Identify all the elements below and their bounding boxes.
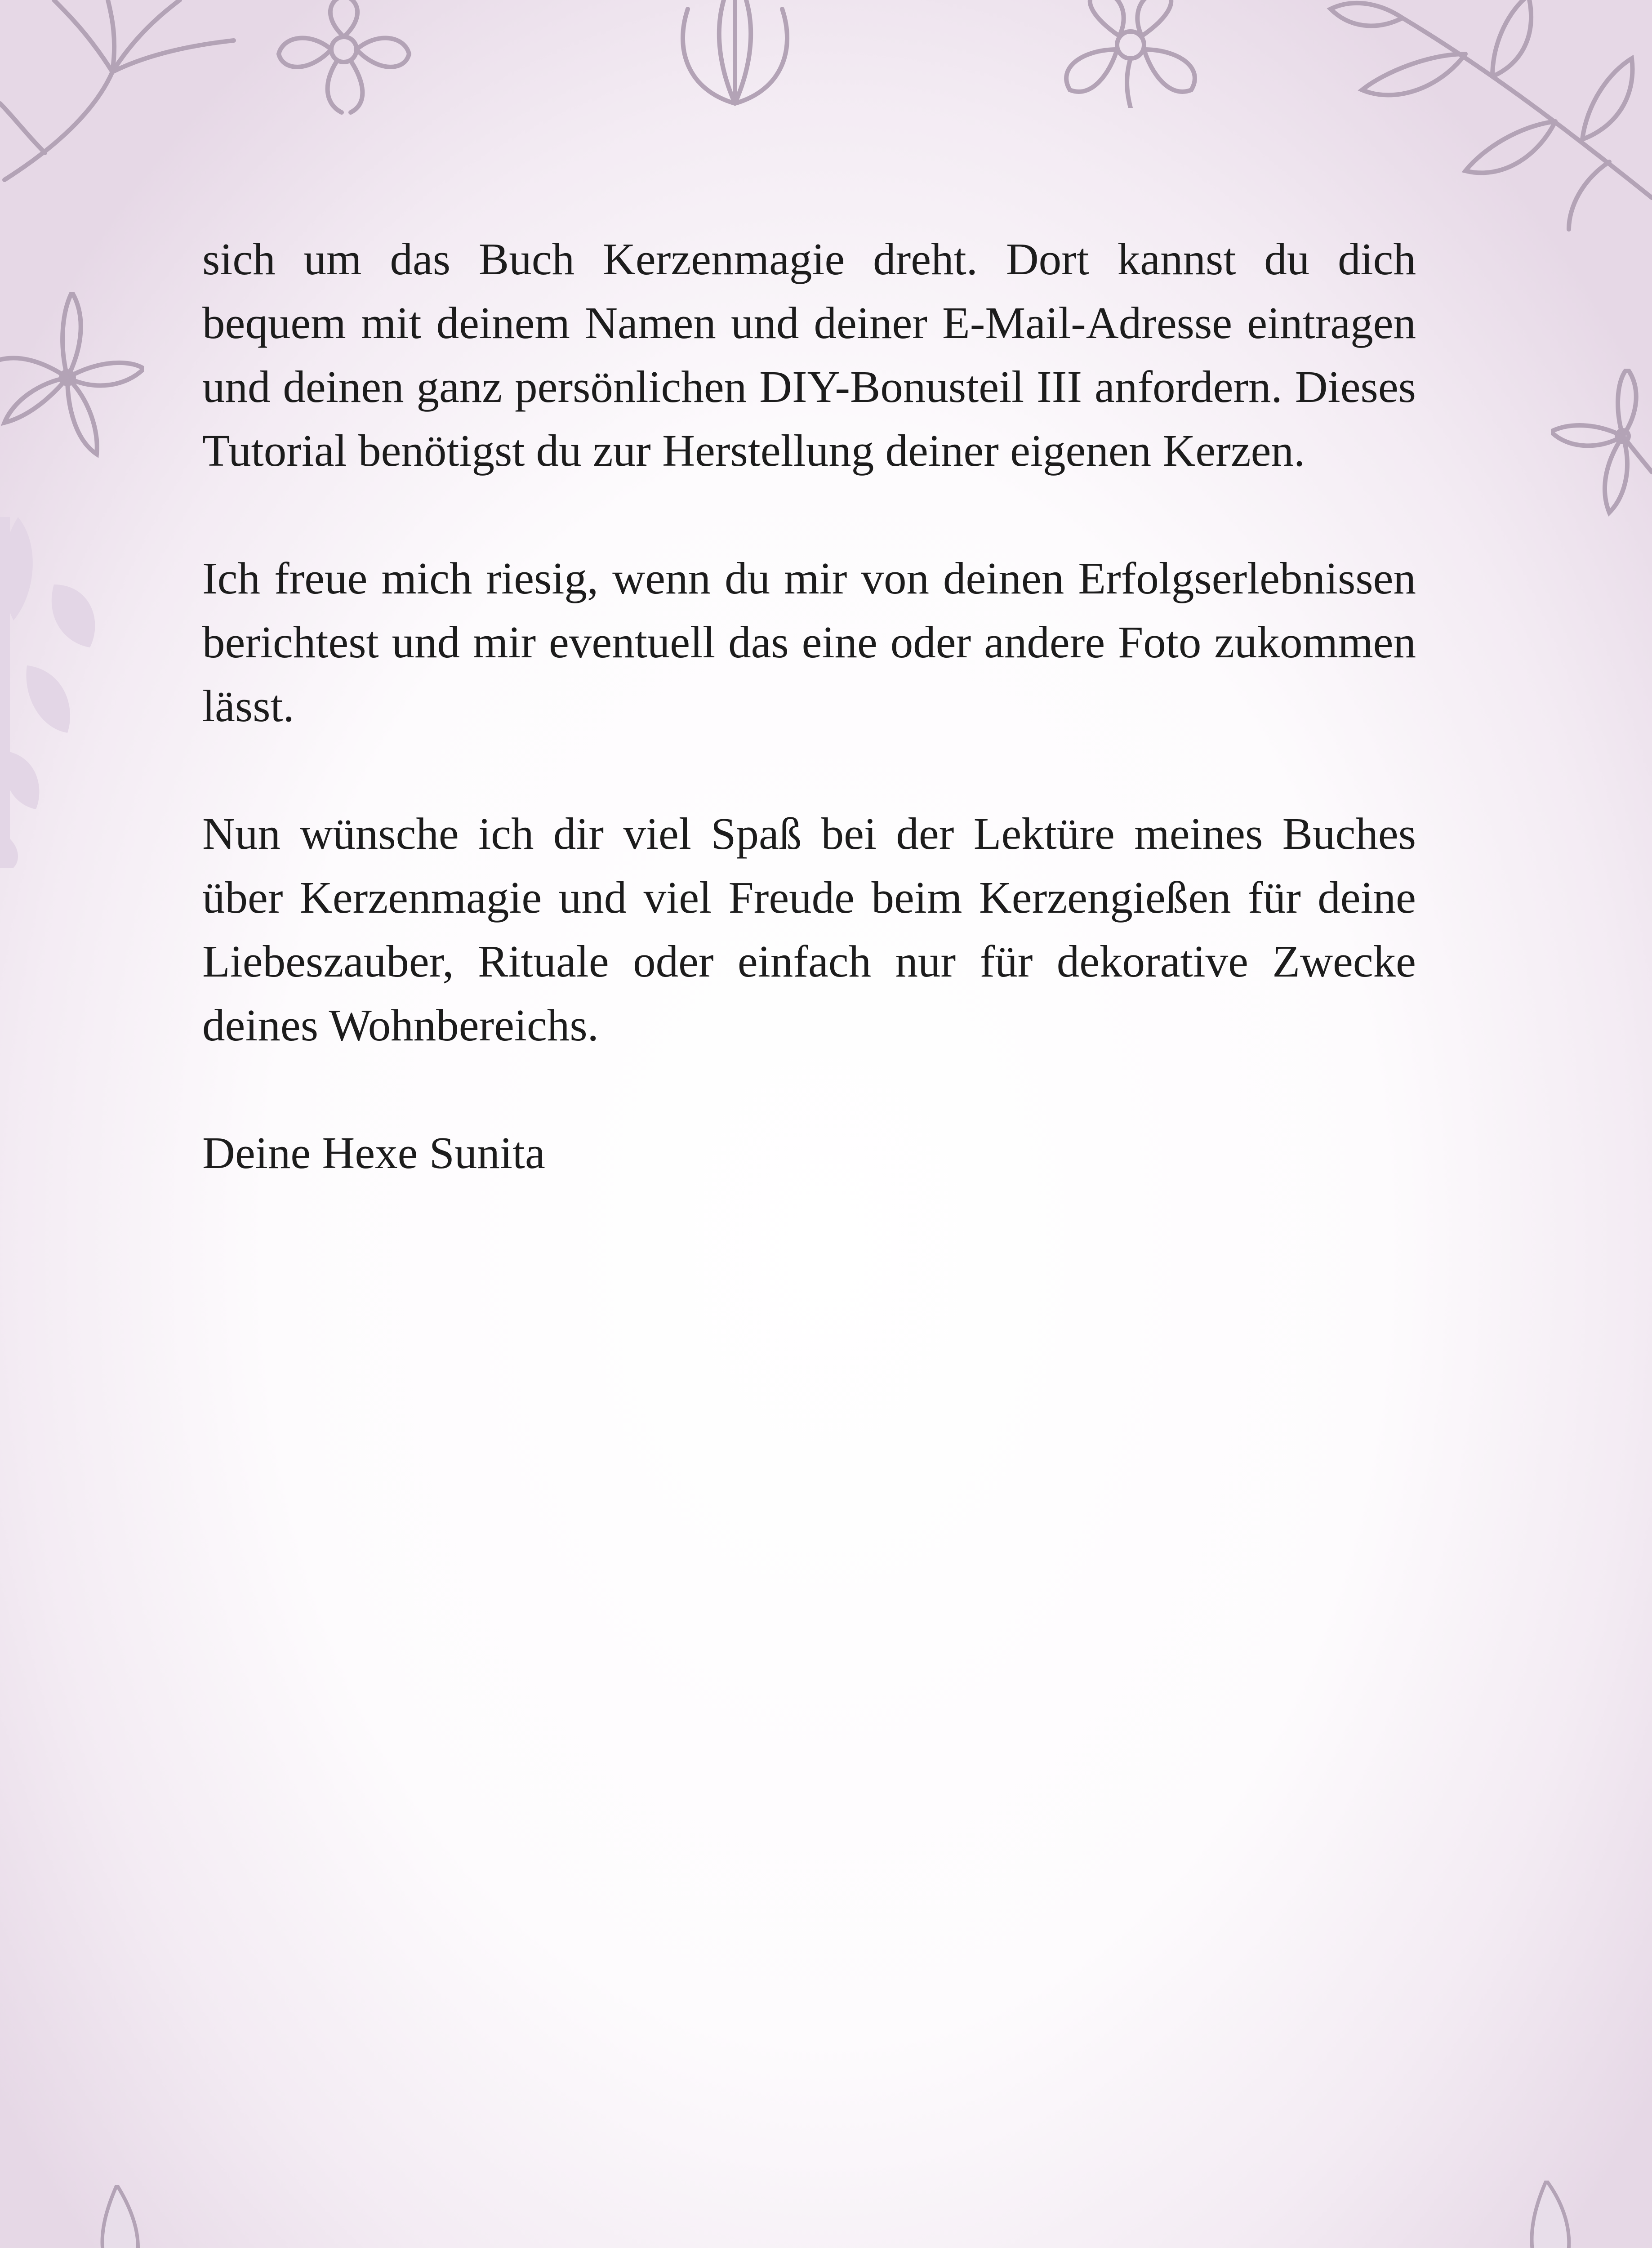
- star-flower-icon: [1551, 369, 1652, 517]
- paragraph: sich um das Buch Kerzenmagie dreht. Dort kannst du dich bequem mit deinem Namen und deiner E-Mail-Adresse eintragen und deinen ganz persönlichen DIY-Bonusteil III anfordern. Dieses Tutorial benötigst du zur Herstellung deiner eigenen Kerzen.: [202, 234, 1416, 476]
- signature: Deine Hexe Sunita: [202, 1128, 545, 1178]
- leaf-branch-icon: [0, 517, 103, 868]
- flower-outline-icon: [0, 0, 252, 198]
- leaf-branch-icon: [1214, 0, 1652, 234]
- flower-outline-icon: [1047, 0, 1214, 108]
- star-flower-icon: [0, 292, 144, 463]
- paragraph: Ich freue mich riesig, wenn du mir von deinen Erfolgserlebnissen berichtest und mir eventuell das eine oder andere Foto zukommen lässt.: [202, 553, 1416, 731]
- flower-outline-icon: [670, 0, 800, 112]
- paragraph: Nun wünsche ich dir viel Spaß bei der Lektüre meines Buches über Kerzenmagie und viel Freude beim Kerzengießen für deine Liebeszauber, Rituale oder einfach nur für dekorative Zwecke deines Wohnbereichs.: [202, 808, 1416, 1050]
- body-text: [202, 227, 1416, 1185]
- flower-outline-icon: [270, 0, 418, 117]
- candle-illustration-icon: [67, 2185, 279, 2248]
- candle-illustration-icon: [1416, 2181, 1652, 2248]
